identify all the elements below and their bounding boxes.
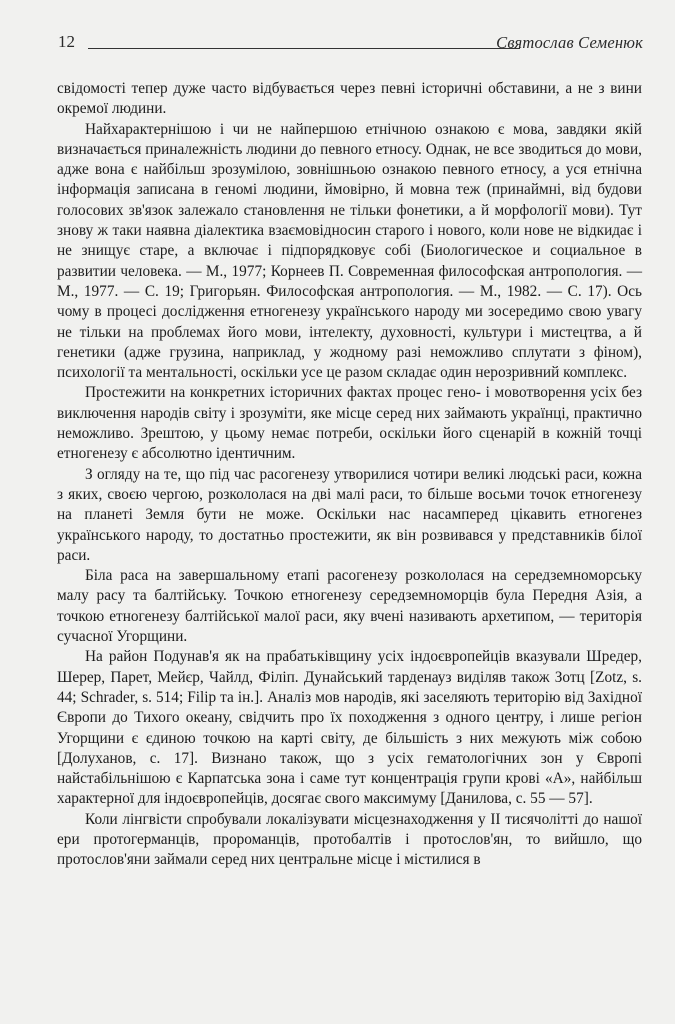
paragraph: На район Подунав'я як на прабатьківщину усіх індоєвропейців вказували Шредер, Шерер, Парет, Мейєр, Чайлд, Філіп. Дунайський тарденауз виділяв також Зотц [Zotz, s. 44; Schrader, s. 514; Filip та ін.]. Аналіз мов народів, які заселяють територію від Західної Європи до Тихого океану, свідчить про їх походження з одного центру, і лише регіон Угорщини є єдиною точкою на карті світу, де більшість з них межують між собою [Долуханов, с. 17]. Визнано також, що з усіх гематологічних зон у Європі найстабільнішою є Карпатська зона і саме тут концентрація групи крові «А», найбільш характерної для індоєвропейців, досягає свого максимуму [Данилова, с. 55 — 57].	[57, 648, 642, 808]
header-rule	[88, 48, 520, 49]
paragraph: З огляду на те, що під час расогенезу утворилися чотири великі людські раси, кожна з яких, своєю чергою, розкололася на дві малі раси, то більше восьми точок етногенезу на планеті Земля бути не може. Оскільки нас насамперед цікавить етногенез українського народу, то достатньо простежити, як він розвивався у представників білої раси.	[57, 465, 642, 564]
paragraph: Найхарактернішою і чи не найпершою етнічною ознакою є мова, завдяки якій визначається приналежність людини до певного етносу. Однак, не все зводиться до мови, адже вона є найбільш зрозумілою, зовнішньою ознакою певного етносу, а уся етнічна інформація записана в геномі людини, ймовірно, й мовна теж (принаймні, від будови голосових зв'язок залежало становлення не тільки фонетики, а й морфології мови). Тут знову ж таки наявна діалектика взаємовідносин старого і нового, коли нове не відкидає і не знищує старе, а включає і підпорядковує собі (Биологическое и социальное в развитии человека. — М., 1977; Корнеев П. Современная философская антропология. — М., 1977. — С. 19; Григорьян. Философская антропология. — М., 1982. — С. 17). Ось чому в процесі дослідження етногенезу українського народу ми зосередимо свою увагу не тільки на проблемах його мови, інтелекту, духовності, культури і мистецтва, а й генетики (адже грузина, наприклад, у жодному разі неможливо сплутати з фіном), психології та ментальності, оскільки усе це разом складає один нерозривний комплекс.	[57, 120, 642, 382]
page-number: 12	[58, 32, 75, 51]
paragraph-continued: свідомості тепер дуже часто відбувається через певні історичні обставини, а не з вини окремої людини.	[57, 80, 642, 118]
body-text	[57, 79, 642, 871]
paragraph: Біла раса на завершальному етапі расогенезу розкололася на середземноморську малу расу та балтійську. Точкою етногенезу середземноморців була Передня Азія, а точкою етногенезу балтійської малої раси, яку вчені називають архетипом, — територія сучасної Угорщини.	[57, 567, 642, 646]
page-header	[58, 28, 643, 58]
running-head-author: Святослав Семенюк	[496, 33, 643, 52]
paragraph: Коли лінгвісти спробували локалізувати місцезнаходження у II тисячолітті до нашої ери протогерманців, пророманців, протобалтів і протослов'ян, то вийшло, що протослов'яни займали серед них центральне місце і містилися в	[57, 810, 642, 869]
paragraph: Простежити на конкретних історичних фактах процес гено- і мовотворення усіх без виключення народів світу і зрозуміти, яке місце серед них займають українці, практично неможливо. Зрештою, у цьому немає потреби, оскільки його сценарій в кожній точці етногенезу є абсолютно ідентичним.	[57, 384, 642, 463]
